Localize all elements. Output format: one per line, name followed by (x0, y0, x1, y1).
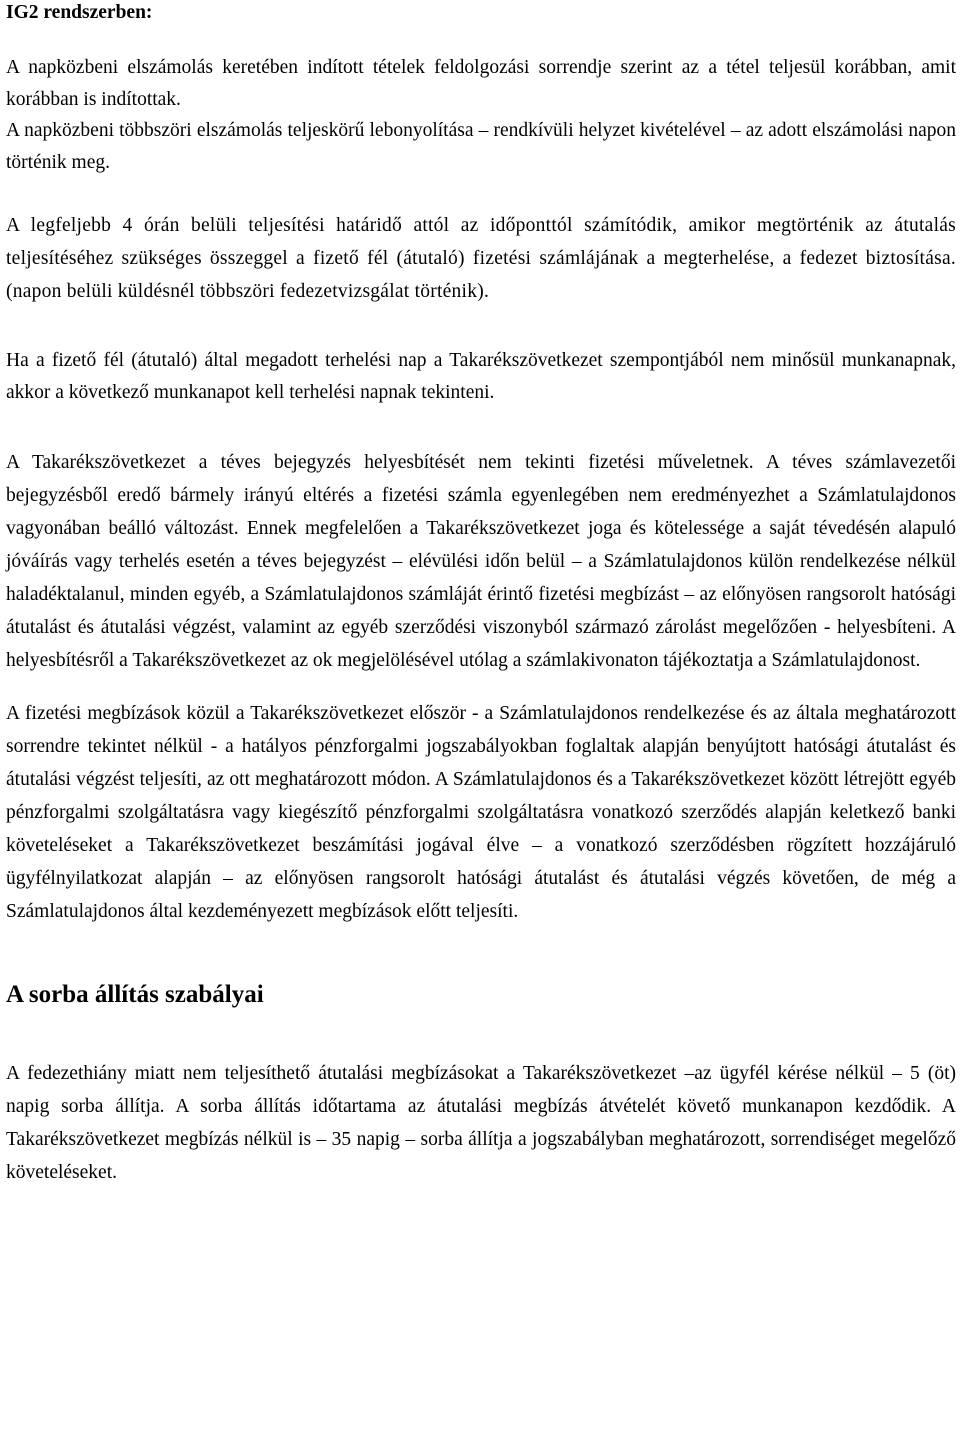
document-page (6, 0, 956, 1189)
paragraph-processing-order: A napközbeni elszámolás keretében indított tételek feldolgozási sorrendje szerint az a tétel teljesül korábban, amit korábban is indítottak. (6, 57, 956, 110)
paragraph-deadline: A legfeljebb 4 órán belüli teljesítési határidő attól az időponttól számítódik, amikor megtörténik az átutalás teljesítéséhez szükséges összeggel a fizető fél (átutaló) fizetési számlájának a megterhelése, a fedezet biztosítása. (napon belüli küldésnél többszöri fedezetvizsgálat történik). (6, 215, 956, 302)
paragraph-settlement-day: A napközbeni többszöri elszámolás teljeskörű lebonyolítása – rendkívüli helyzet kivételével – az adott elszámolási napon történik meg. (6, 120, 956, 173)
section-title: IG2 rendszerben: (6, 2, 153, 23)
paragraph-queueing-rules: A fedezethiány miatt nem teljesíthető átutalási megbízásokat a Takarékszövetkezet –az ügyfél kérése nélkül – 5 (öt) napig sorba állítja. A sorba állítás időtartama az átutalási megbízás átvételét követő munkanapon kezdődik. A Takarékszövetkezet megbízás nélkül is – 35 napig – sorba állítja a jogszabályban meghatározott, sorrendiséget megelőző követeléseket. (6, 1063, 956, 1183)
paragraph-debit-day: Ha a fizető fél (átutaló) által megadott terhelési nap a Takarékszövetkezet szempontjából nem minősül munkanapnak, akkor a következő munkanapot kell terhelési napnak tekinteni. (6, 350, 956, 403)
subsection-title: A sorba állítás szabályai (6, 981, 264, 1008)
paragraph-erroneous-entry: A Takarékszövetkezet a téves bejegyzés helyesbítését nem tekinti fizetési műveletnek. A téves számlavezetői bejegyzésből eredő bármely irányú eltérés a fizetési számla egyenlegében nem eredményezhet a Számlatulajdonos vagyonában beálló változást. Ennek megfelelően a Takarékszövetkezet joga és kötelessége a saját tévedésén alapuló jóváírás vagy terhelés esetén a téves bejegyzést – elévülési időn belül – a Számlatulajdonos külön rendelkezése nélkül haladéktalanul, minden egyéb, a Számlatulajdonos számláját érintő fizetési megbízást – az előnyösen rangsorolt hatósági átutalást és átutalási végzést, valamint az egyéb szerződési viszonyból származó zárolást megelőzően - helyesbíteni. A helyesbítésről a Takarékszövetkezet az ok megjelölésével utólag a számlakivonaton tájékoztatja a Számlatulajdonost. (6, 452, 956, 671)
paragraph-payment-order-priority: A fizetési megbízások közül a Takarékszövetkezet először - a Számlatulajdonos rendelkezése és az általa meghatározott sorrendre tekintet nélkül - a hatályos pénzforgalmi jogszabályokban foglaltak alapján benyújtott hatósági átutalást és átutalási végzést teljesíti, az ott meghatározott módon. A Számlatulajdonos és a Takarékszövetkezet között létrejött egyéb pénzforgalmi szolgáltatásra vagy kiegészítő pénzforgalmi szolgáltatásra vonatkozó szerződés alapján keletkező banki követeléseket a Takarékszövetkezet beszámítási jogával élve – a vonatkozó szerződésben rögzített hozzájáruló ügyfélnyilatkozat alapján – az előnyösen rangsorolt hatósági átutalást és átutalási végzés követően, de még a Számlatulajdonos által kezdeményezett megbízások előtt teljesíti. (6, 703, 956, 922)
